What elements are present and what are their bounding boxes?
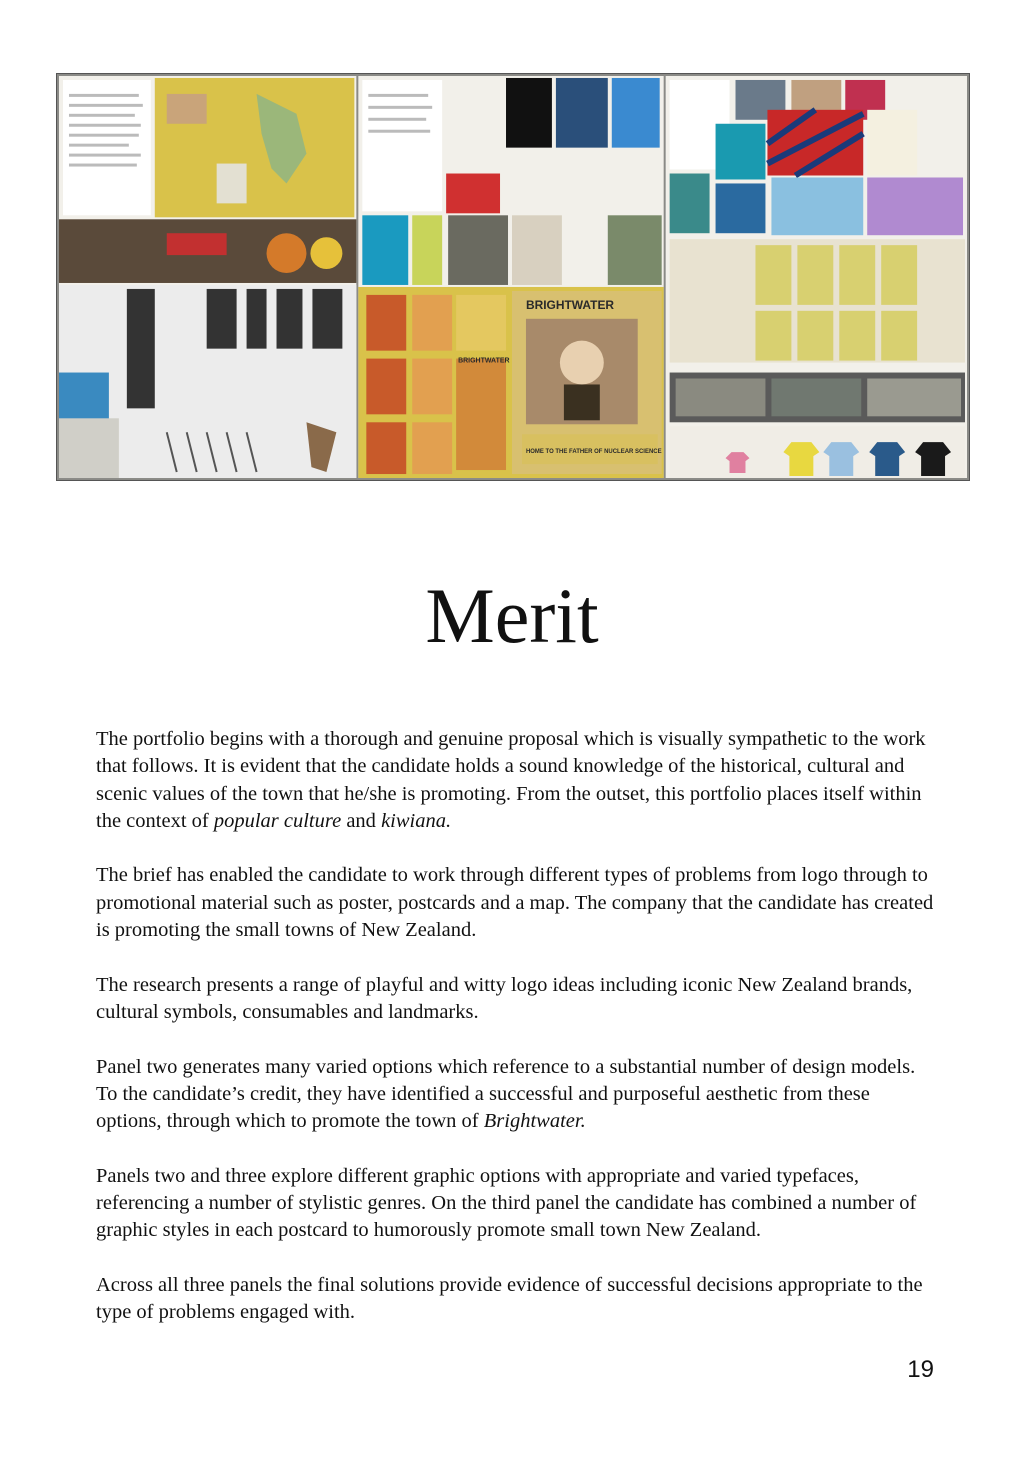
- text-run: Across all three panels the final solutions provide evidence of successful decisions appropriate to the type of problems engaged with.: [96, 1273, 923, 1324]
- text-run: Panels two and three explore different graphic options with appropriate and varied typefaces, referencing a number of stylistic genres. On the third panel the candidate has combined a number of graphic styles in each postcard to humorously promote small town New Zealand.: [96, 1164, 917, 1242]
- text-run: Panel two generates many varied options which reference to a substantial number of design models. To the candidate’s credit, they have identified a successful and purposeful aesthetic from these options, through which to promote the town of: [96, 1055, 916, 1133]
- italic-phrase: popular culture: [213, 809, 342, 832]
- text-run: and: [341, 809, 382, 832]
- italic-phrase: kiwiana.: [381, 809, 452, 832]
- commentary-paragraph: [96, 972, 936, 1027]
- portfolio-panels-photo: [56, 73, 970, 481]
- commentary-paragraph: [96, 1163, 936, 1245]
- commentary-paragraph: [96, 1272, 936, 1327]
- commentary-paragraph: [96, 862, 936, 944]
- commentary-paragraph: [96, 1054, 936, 1136]
- italic-phrase: Brightwater.: [483, 1110, 586, 1133]
- text-run: The research presents a range of playful and witty logo ideas including iconic New Zealand brands, cultural symbols, consumables and landmarks.: [96, 973, 913, 1023]
- board-label-brightwater-main: BRIGHTWATER: [525, 297, 615, 312]
- portfolio-panels-illustration: [57, 74, 969, 480]
- board-label-nuclear-science: HOME TO THE FATHER OF NUCLEAR SCIENCE: [525, 449, 662, 456]
- page-heading: Merit: [425, 572, 599, 659]
- commentary-paragraph: [96, 726, 936, 835]
- text-run: The brief has enabled the candidate to work through different types of problems from logo through to promotional material such as poster, postcards and a map. The company that the candidate has created is promoting the small towns of New Zealand.: [96, 864, 934, 942]
- page-number: 19: [907, 1356, 934, 1383]
- board-label-brightwater-small: BRIGHTWATER: [458, 357, 510, 365]
- text-run: The portfolio begins with a thorough and genuine proposal which is visually sympathetic to the work that follows. It is evident that the candidate holds a sound knowledge of the historical, cultural and scenic values of the town that he/she is promoting. From the outset, this portfolio places itself within the context of: [96, 728, 926, 832]
- assessment-commentary: [96, 726, 936, 1354]
